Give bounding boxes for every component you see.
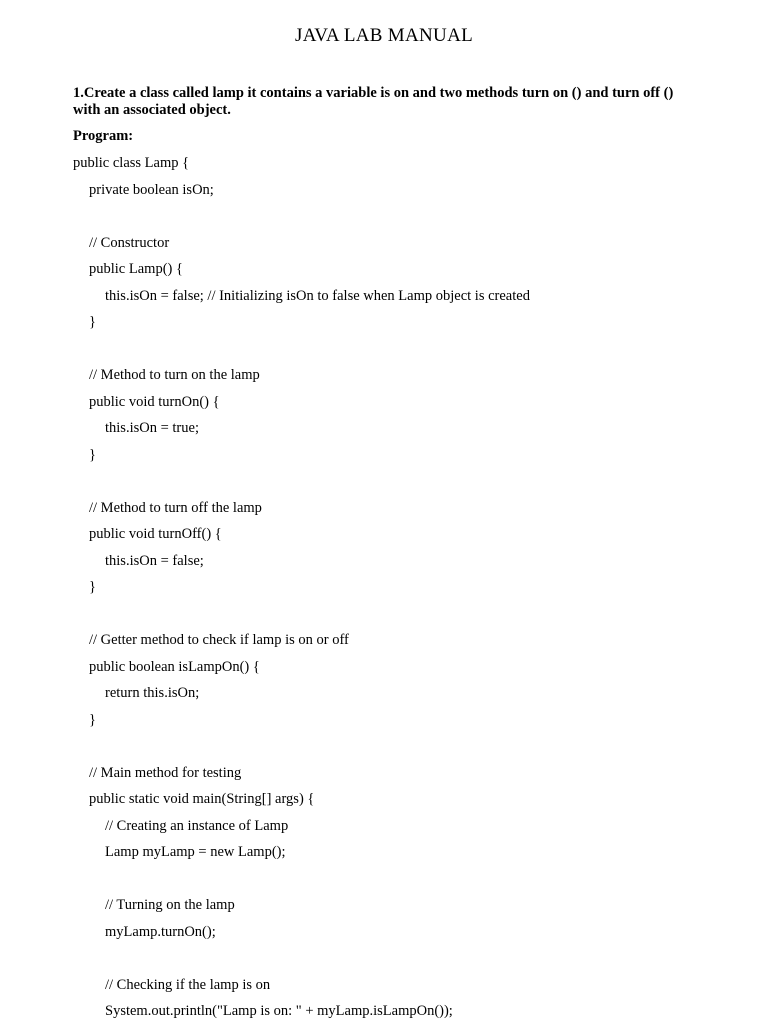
code-line: public void turnOn() { [89, 393, 220, 410]
code-line [73, 472, 753, 499]
code-line: Lamp myLamp = new Lamp(); [105, 844, 286, 860]
code-line [73, 605, 753, 632]
code-line [73, 340, 753, 367]
code-line: this.isOn = true; [105, 420, 199, 436]
code-line [73, 737, 753, 764]
code-line [73, 949, 753, 976]
code-line: public boolean isLampOn() { [89, 658, 260, 675]
code-line: public void turnOff() { [89, 526, 222, 542]
code-line: this.isOn = false; [105, 552, 204, 569]
code-line: public class Lamp { [73, 155, 190, 171]
code-line: return this.isOn; [105, 685, 200, 701]
code-line: // Creating an instance of Lamp [105, 817, 289, 834]
code-line: // Turning on the lamp [105, 897, 235, 913]
code-line: public Lamp() { [89, 261, 183, 277]
page-title: JAVA LAB MANUAL [295, 25, 473, 46]
code-line: // Method to turn on the lamp [89, 367, 260, 383]
code-block [73, 154, 753, 1029]
code-line: // Method to turn off the lamp [89, 499, 262, 516]
code-line: } [89, 314, 96, 330]
question-text: 1.Create a class called lamp it contains a variable is on and two methods turn on () and turn off () with an associated object. [73, 85, 674, 118]
code-line: // Checking if the lamp is on [105, 976, 271, 993]
code-line: // Constructor [89, 234, 170, 251]
code-line: myLamp.turnOn(); [105, 923, 216, 940]
program-label: Program: [73, 128, 134, 144]
code-line: // Main method for testing [89, 764, 242, 781]
code-line: System.out.println("Lamp is on: " + myLamp.isLampOn()); [105, 1003, 453, 1019]
code-line: } [89, 446, 96, 463]
code-line: } [89, 579, 96, 595]
code-line [73, 207, 753, 234]
code-line [73, 870, 753, 897]
code-line: this.isOn = false; // Initializing isOn to false when Lamp object is created [105, 287, 530, 304]
code-line: private boolean isOn; [89, 181, 214, 198]
code-line: // Getter method to check if lamp is on or off [89, 632, 349, 648]
code-line: public static void main(String[] args) { [89, 791, 315, 807]
code-line: } [89, 711, 96, 728]
